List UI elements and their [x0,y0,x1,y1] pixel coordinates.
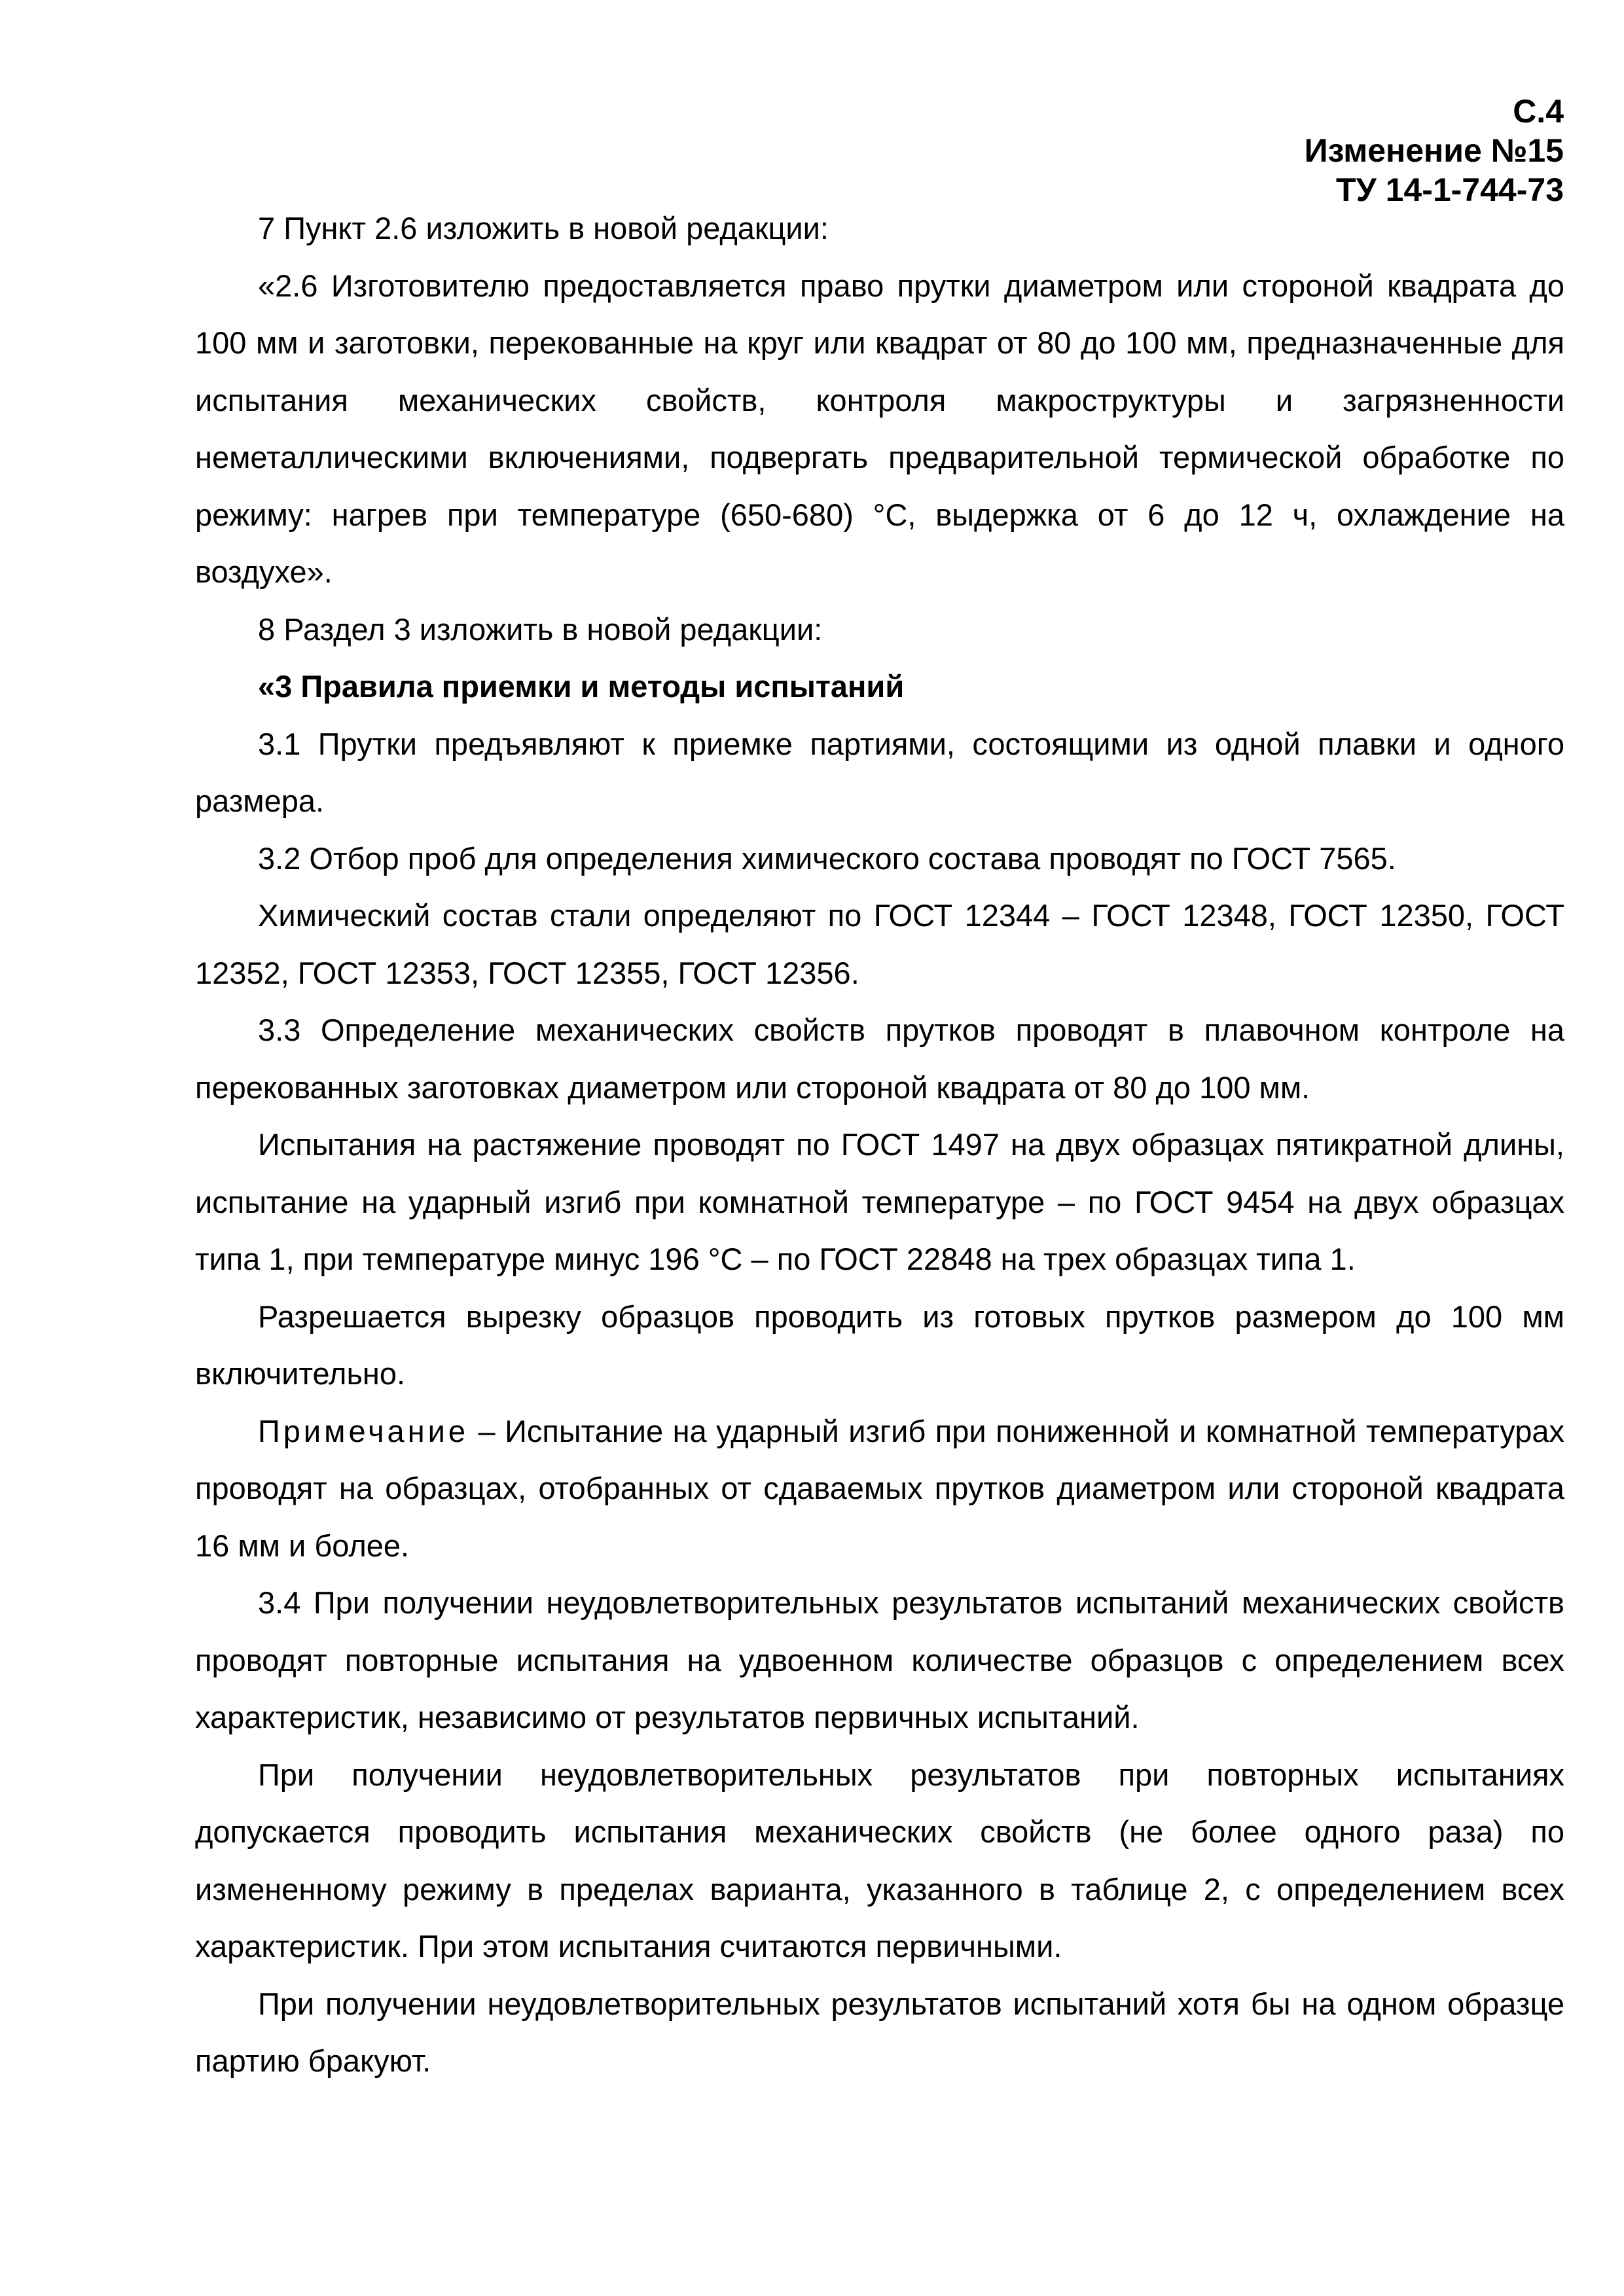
paragraph: 3.4 При получении неудовлетворительных результатов испытаний механических свойств проводят повторные испытания на удвоенном количестве образцов с определением всех характеристик, независимо от результатов первичных испытаний. [195,1585,1564,1734]
note-text: – Испытание на ударный изгиб при пониженной и комнатной температурах проводят на образцах, отобранных от сдаваемых прутков диаметром или стороной квадрата 16 мм и более. [195,1413,1565,1563]
paragraph: Химический состав стали определяют по ГОСТ 12344 – ГОСТ 12348, ГОСТ 12350, ГОСТ 12352, ГОСТ 12353, ГОСТ 12355, ГОСТ 12356. [195,898,1564,990]
page-number: С.4 [1513,93,1564,130]
section-heading: «3 Правила приемки и методы испытаний [258,669,905,704]
paragraph: «2.6 Изготовителю предоставляется право прутки диаметром или стороной квадрата до 100 мм и заготовки, перекованные на круг или квадрат от 80 до 100 мм, предназначенные для испытания механических свойств, контроля макроструктуры и загрязненности неметаллическими включениями, подвергать предварительной термической обработке по режиму: нагрев при температуре (650-680) °С, выдержка от 6 до 12 ч, охлаждение на воздухе». [195,268,1564,589]
paragraph: При получении неудовлетворительных результатов испытаний хотя бы на одном образце партию бракуют. [195,1986,1564,2078]
paragraph: 3.2 Отбор проб для определения химического состава проводят по ГОСТ 7565. [258,840,1396,876]
paragraph: Испытания на растяжение проводят по ГОСТ 1497 на двух образцах пятикратной длины, испытание на ударный изгиб при комнатной температуре – по ГОСТ 9454 на двух образцах типа 1, при температуре минус 196 °С – по ГОСТ 22848 на трех образцах типа 1. [195,1127,1564,1276]
paragraph: 3.1 Прутки предъявляют к приемке партиями, состоящими из одной плавки и одного размера. [195,726,1564,818]
paragraph: При получении неудовлетворительных результатов при повторных испытаниях допускается проводить испытания механических свойств (не более одного раза) по измененному режиму в пределах варианта, указанного в таблице 2, с определением всех характеристик. При этом испытания считаются первичными. [195,1757,1564,1964]
paragraph: 8 Раздел 3 изложить в новой редакции: [258,611,823,647]
note-paragraph [195,1403,1564,1575]
change-number: Изменение №15 [1304,132,1564,169]
page-header [1305,92,1564,209]
note-label: Примечание [258,1413,469,1448]
document-body [195,200,1564,2090]
document-code: ТУ 14-1-744-73 [1336,171,1564,208]
paragraph: 7 Пункт 2.6 изложить в новой редакции: [258,211,829,245]
paragraph: 3.3 Определение механических свойств прутков проводят в плавочном контроле на перекованных заготовках диаметром или стороной квадрата от 80 до 100 мм. [195,1013,1564,1105]
paragraph: Разрешается вырезку образцов проводить из готовых прутков размером до 100 мм включительно. [195,1299,1564,1391]
